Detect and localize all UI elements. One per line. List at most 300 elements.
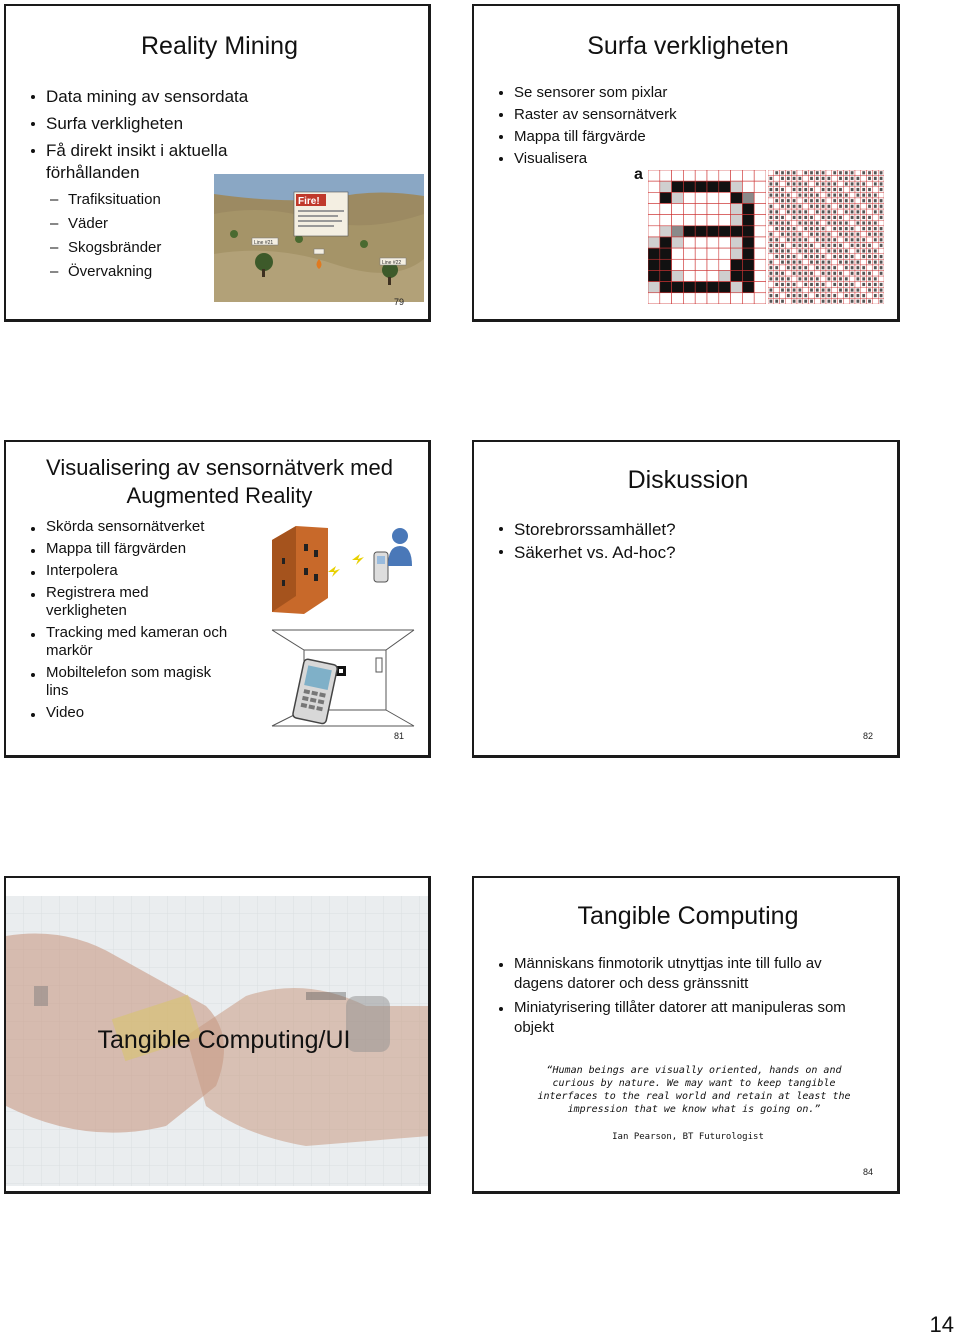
binary-digit-mark [822, 177, 825, 180]
binary-cell [797, 198, 803, 204]
binary-digit-mark [839, 244, 842, 247]
binary-cell [832, 287, 838, 293]
binary-digit-mark [839, 283, 842, 286]
binary-digit-mark [787, 227, 790, 230]
binary-digit-mark [804, 171, 807, 174]
binary-digit-mark [851, 294, 854, 297]
binary-cell [809, 293, 815, 299]
pixel-cell [719, 181, 731, 192]
binary-digit-mark [810, 288, 813, 291]
binary-digit-mark [781, 277, 784, 280]
bullet-item: Registrera med verkligheten [30, 584, 176, 620]
binary-digit-mark [833, 244, 836, 247]
binary-cell [768, 226, 774, 232]
binary-digit-mark [851, 182, 854, 185]
binary-digit-mark [857, 272, 860, 275]
bullet-item: Mappa till färgvärde [498, 126, 878, 148]
binary-digit-mark [857, 194, 860, 197]
binary-cell [768, 282, 774, 288]
binary-digit-mark [862, 182, 865, 185]
binary-digit-mark [804, 216, 807, 219]
pixel-cell [731, 226, 743, 237]
binary-digit-mark [857, 288, 860, 291]
binary-digit-mark [845, 199, 848, 202]
binary-digit-mark [775, 199, 778, 202]
binary-digit-mark [880, 227, 883, 230]
binary-digit-mark [880, 238, 883, 241]
room-phone-illustration [268, 628, 418, 728]
pixel-cell [648, 259, 660, 270]
binary-digit-mark [822, 182, 825, 185]
binary-digit-mark [770, 210, 773, 213]
binary-digit-mark [845, 266, 848, 269]
binary-digit-mark [816, 238, 819, 241]
binary-cell [774, 176, 780, 182]
binary-digit-mark [770, 177, 773, 180]
binary-digit-mark [833, 188, 836, 191]
pixel-cell [695, 237, 707, 248]
binary-digit-mark [874, 182, 877, 185]
binary-digit-mark [781, 188, 784, 191]
binary-digit-mark [793, 294, 796, 297]
binary-digit-mark [862, 255, 865, 258]
binary-cell [785, 243, 791, 249]
binary-digit-mark [880, 244, 883, 247]
binary-digit-mark [862, 283, 865, 286]
binary-digit-mark [868, 255, 871, 258]
binary-cell [872, 271, 878, 277]
binary-cell [814, 187, 820, 193]
binary-digit-mark [857, 266, 860, 269]
pixel-cell [660, 203, 672, 214]
binary-digit-mark [845, 171, 848, 174]
binary-digit-mark [781, 300, 784, 303]
binary-digit-mark [781, 283, 784, 286]
pixel-cell [731, 248, 743, 259]
pixel-cell [660, 237, 672, 248]
binary-digit-mark [810, 171, 813, 174]
binary-cell [780, 209, 786, 215]
binary-digit-mark [822, 233, 825, 236]
binary-digit-mark [868, 300, 871, 303]
binary-digit-mark [787, 283, 790, 286]
binary-digit-mark [862, 300, 865, 303]
slide-title [6, 454, 431, 510]
pixel-cell [695, 282, 707, 293]
pixel-cell [672, 192, 684, 203]
binary-digit-mark [775, 249, 778, 252]
pixel-cell [754, 203, 766, 214]
binary-digit-mark [874, 277, 877, 280]
binary-digit-mark [816, 255, 819, 258]
binary-cell [849, 248, 855, 254]
pixel-cell [719, 248, 731, 259]
binary-digit-mark [804, 255, 807, 258]
binary-cell [797, 282, 803, 288]
binary-digit-mark [833, 171, 836, 174]
binary-digit-mark [810, 227, 813, 230]
binary-digit-mark [833, 182, 836, 185]
binary-digit-mark [833, 255, 836, 258]
binary-digit-mark [770, 294, 773, 297]
binary-digit-mark [851, 227, 854, 230]
pixel-cell [672, 293, 684, 304]
binary-digit-mark [868, 171, 871, 174]
bullet-item: Video [30, 704, 250, 722]
pixel-cell [707, 293, 719, 304]
binary-digit-mark [770, 272, 773, 275]
pixel-cell [648, 181, 660, 192]
pixel-cell [754, 192, 766, 203]
binary-digit-mark [822, 171, 825, 174]
pixel-cell [660, 226, 672, 237]
binary-cell [838, 293, 844, 299]
pixel-cell [672, 237, 684, 248]
binary-digit-mark [828, 261, 831, 264]
binary-digit-mark [857, 238, 860, 241]
binary-digit-mark [880, 188, 883, 191]
binary-cell [838, 181, 844, 187]
binary-cell [797, 254, 803, 260]
pixel-cell [719, 282, 731, 293]
binary-digit-mark [787, 221, 790, 224]
binary-digit-mark [851, 272, 854, 275]
binary-digit-mark [880, 283, 883, 286]
binary-digit-mark [787, 277, 790, 280]
pixel-cell [683, 170, 695, 181]
binary-digit-mark [822, 294, 825, 297]
binary-digit-mark [799, 300, 802, 303]
binary-digit-mark [799, 210, 802, 213]
binary-cell [785, 187, 791, 193]
slide-number: 79 [393, 297, 404, 307]
binary-digit-mark [804, 294, 807, 297]
binary-digit-mark [851, 177, 854, 180]
binary-digit-mark [874, 238, 877, 241]
binary-digit-mark [857, 300, 860, 303]
binary-digit-mark [828, 221, 831, 224]
binary-digit-mark [787, 171, 790, 174]
binary-digit-mark [781, 199, 784, 202]
sensor-network-illustration [268, 522, 418, 622]
binary-digit-mark [833, 249, 836, 252]
slide-diskussion [472, 440, 900, 758]
pixel-cell [648, 203, 660, 214]
binary-digit-mark [793, 272, 796, 275]
binary-digit-mark [874, 233, 877, 236]
binary-digit-mark [793, 227, 796, 230]
binary-digit-mark [874, 205, 877, 208]
pixel-cell [672, 282, 684, 293]
binary-cell [791, 192, 797, 198]
pixel-cell [719, 237, 731, 248]
binary-digit-mark [816, 182, 819, 185]
pixel-cell [683, 282, 695, 293]
binary-digit-mark [793, 300, 796, 303]
binary-digit-mark [851, 238, 854, 241]
slide-tangible-computing [472, 876, 900, 1194]
pixel-cell [742, 181, 754, 192]
binary-digit-mark [845, 288, 848, 291]
pixel-cell [742, 192, 754, 203]
binary-digit-mark [816, 221, 819, 224]
binary-cell [861, 204, 867, 210]
binary-digit-mark [851, 244, 854, 247]
binary-digit-mark [787, 233, 790, 236]
binary-digit-mark [845, 294, 848, 297]
binary-digit-mark [874, 288, 877, 291]
binary-cell [809, 181, 815, 187]
pixel-cell [672, 215, 684, 226]
binary-digit-mark [828, 244, 831, 247]
binary-digit-mark [804, 194, 807, 197]
binary-digit-mark [839, 249, 842, 252]
binary-cell [872, 298, 878, 304]
binary-cell [814, 271, 820, 277]
pixel-cell [707, 270, 719, 281]
binary-cell [803, 231, 809, 237]
binary-digit-mark [804, 244, 807, 247]
pixel-cell [742, 215, 754, 226]
binary-digit-mark [822, 272, 825, 275]
bullet-list [498, 82, 878, 170]
binary-cell [809, 265, 815, 271]
binary-digit-mark [793, 288, 796, 291]
binary-digit-mark [822, 255, 825, 258]
binary-digit-mark [816, 194, 819, 197]
binary-digit-mark [857, 177, 860, 180]
binary-digit-mark [781, 288, 784, 291]
binary-digit-mark [781, 261, 784, 264]
pixel-grid-image [648, 170, 766, 304]
binary-digit-mark [787, 288, 790, 291]
pixel-cell [707, 203, 719, 214]
binary-digit-mark [775, 188, 778, 191]
binary-digit-mark [845, 177, 848, 180]
binary-cell [855, 226, 861, 232]
binary-digit-mark [810, 188, 813, 191]
binary-digit-mark [816, 277, 819, 280]
binary-digit-mark [775, 194, 778, 197]
pixel-cell [683, 237, 695, 248]
binary-digit-mark [868, 244, 871, 247]
binary-digit-mark [828, 300, 831, 303]
binary-digit-mark [828, 216, 831, 219]
binary-cell [878, 192, 884, 198]
binary-digit-mark [804, 272, 807, 275]
binary-cell [826, 226, 832, 232]
pixel-cell [660, 181, 672, 192]
binary-digit-mark [857, 182, 860, 185]
pixel-cell [731, 270, 743, 281]
binary-cell [855, 198, 861, 204]
pixel-cell [742, 237, 754, 248]
binary-digit-mark [828, 288, 831, 291]
binary-digit-mark [781, 221, 784, 224]
slide-title: Diskussion [627, 466, 749, 494]
binary-digit-mark [845, 182, 848, 185]
binary-cell [861, 231, 867, 237]
binary-digit-mark [816, 177, 819, 180]
binary-digit-mark [862, 194, 865, 197]
binary-digit-mark [874, 171, 877, 174]
binary-digit-mark [851, 288, 854, 291]
binary-cell [832, 259, 838, 265]
binary-cell [774, 204, 780, 210]
binary-digit-mark [770, 300, 773, 303]
binary-digit-mark [775, 300, 778, 303]
binary-digit-mark [775, 272, 778, 275]
binary-digit-mark [775, 255, 778, 258]
binary-cell [809, 209, 815, 215]
binary-cell [867, 293, 873, 299]
sub-bullet-item: – Skogsbränder [52, 236, 252, 260]
binary-digit-mark [874, 283, 877, 286]
terrain-image [214, 174, 424, 302]
pixel-cell [695, 248, 707, 259]
binary-digit-mark [787, 199, 790, 202]
binary-digit-mark [851, 171, 854, 174]
binary-digit-mark [880, 261, 883, 264]
quote-attribution: Ian Pearson, BT Futurologist [612, 1132, 764, 1142]
bullet-list [498, 518, 878, 564]
binary-digit-mark [787, 294, 790, 297]
binary-cell [843, 243, 849, 249]
pixel-cell [648, 226, 660, 237]
binary-digit-mark [787, 261, 790, 264]
slide-title-line2: Augmented Reality [126, 483, 313, 508]
binary-digit-mark [868, 194, 871, 197]
binary-digit-mark [804, 266, 807, 269]
binary-digit-mark [880, 300, 883, 303]
binary-digit-mark [810, 283, 813, 286]
binary-digit-mark [845, 283, 848, 286]
binary-digit-mark [775, 283, 778, 286]
binary-digit-mark [851, 188, 854, 191]
binary-digit-mark [828, 294, 831, 297]
binary-digit-mark [804, 199, 807, 202]
binary-digit-mark [775, 238, 778, 241]
binary-digit-mark [781, 272, 784, 275]
pixel-cell [683, 181, 695, 192]
binary-digit-mark [804, 221, 807, 224]
binary-digit-mark [793, 266, 796, 269]
binary-cell [803, 176, 809, 182]
binary-cell [878, 248, 884, 254]
binary-digit-mark [874, 199, 877, 202]
binary-digit-mark [804, 300, 807, 303]
binary-cell [826, 198, 832, 204]
binary-digit-mark [839, 272, 842, 275]
pixel-cell [672, 226, 684, 237]
binary-digit-mark [787, 177, 790, 180]
binary-cell [814, 215, 820, 221]
binary-digit-mark [799, 182, 802, 185]
binary-digit-mark [839, 188, 842, 191]
binary-digit-mark [828, 188, 831, 191]
binary-digit-mark [787, 182, 790, 185]
binary-digit-mark [793, 199, 796, 202]
binary-digit-mark [816, 261, 819, 264]
binary-digit-mark [816, 288, 819, 291]
pixel-cell [719, 215, 731, 226]
slide-reality-mining [4, 4, 431, 322]
binary-digit-mark [862, 216, 865, 219]
binary-digit-mark [810, 177, 813, 180]
binary-digit-mark [839, 227, 842, 230]
pixel-cell [695, 170, 707, 181]
pixel-cell [648, 192, 660, 203]
binary-digit-mark [775, 171, 778, 174]
binary-cell [878, 276, 884, 282]
pixel-cell [719, 203, 731, 214]
pixel-cell [754, 226, 766, 237]
binary-digit-mark [816, 294, 819, 297]
binary-digit-mark [822, 210, 825, 213]
binary-cell [820, 276, 826, 282]
slide-surfa-verkligheten [472, 4, 900, 322]
pixel-cell [754, 237, 766, 248]
binary-digit-mark [868, 249, 871, 252]
binary-digit-mark [793, 283, 796, 286]
binary-digit-mark [868, 233, 871, 236]
binary-digit-mark [857, 249, 860, 252]
binary-digit-mark [822, 216, 825, 219]
binary-digit-mark [810, 261, 813, 264]
binary-digit-mark [781, 227, 784, 230]
binary-digit-mark [880, 272, 883, 275]
binary-digit-mark [799, 177, 802, 180]
binary-cell [832, 176, 838, 182]
binary-digit-mark [770, 288, 773, 291]
binary-digit-mark [851, 261, 854, 264]
binary-digit-mark [816, 283, 819, 286]
binary-digit-mark [874, 261, 877, 264]
pixel-cell [754, 270, 766, 281]
binary-digit-mark [799, 288, 802, 291]
bullet-item: Säkerhet vs. Ad-hoc? [498, 541, 878, 564]
binary-digit-mark [833, 294, 836, 297]
binary-cell [785, 215, 791, 221]
binary-cell [867, 265, 873, 271]
binary-digit-mark [862, 277, 865, 280]
pixel-cell [683, 248, 695, 259]
binary-digit-mark [839, 300, 842, 303]
pixel-cell [754, 259, 766, 270]
pixel-cell [683, 215, 695, 226]
binary-digit-mark [810, 199, 813, 202]
slide-title: Tangible Computing [577, 902, 799, 930]
pixel-cell [742, 282, 754, 293]
binary-cell [872, 187, 878, 193]
bullet-item: Miniatyrisering tillåter datorer att manipuleras som objekt [498, 998, 868, 1038]
binary-digit-mark [862, 171, 865, 174]
pixel-cell [742, 248, 754, 259]
binary-digit-mark [868, 283, 871, 286]
binary-digit-mark [857, 277, 860, 280]
binary-digit-mark [880, 171, 883, 174]
pixel-cell [731, 203, 743, 214]
slide-title: Reality Mining [140, 32, 298, 60]
pixel-cell [672, 181, 684, 192]
pixel-cell [754, 282, 766, 293]
binary-cell [820, 220, 826, 226]
binary-digit-mark [770, 233, 773, 236]
binary-digit-mark [874, 255, 877, 258]
binary-digit-mark [775, 227, 778, 230]
binary-digit-mark [833, 199, 836, 202]
quote-text: “Human beings are visually oriented, hands on and curious by nature. We may want to keep tangible interfaces to the real world and retain at least the impression that we know what is going on.” [537, 1065, 851, 1115]
